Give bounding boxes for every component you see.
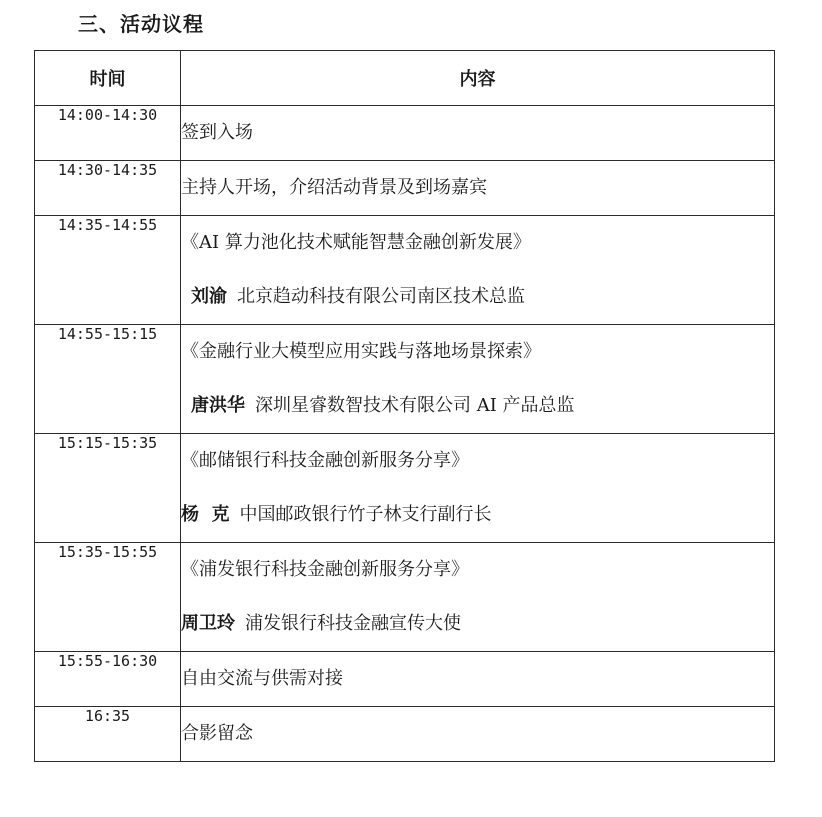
speaker-line (181, 488, 774, 542)
section-title: 三、活动议程 (78, 12, 204, 36)
speaker-role: 中国邮政银行竹子林支行副行长 (239, 504, 492, 525)
table-row (35, 652, 775, 707)
agenda-item-title: 签到入场 (181, 122, 253, 143)
agenda-item-title: 合影留念 (181, 723, 253, 744)
content-cell (181, 106, 775, 161)
time-cell: 15:55-16:30 (35, 652, 181, 707)
agenda-table (34, 50, 775, 762)
speaker-line (181, 270, 774, 324)
agenda-item-title: 《AI 算力池化技术赋能智慧金融创新发展》 (181, 232, 531, 253)
speaker-role: 浦发银行科技金融宣传大使 (245, 613, 461, 634)
time-cell: 14:55-15:15 (35, 325, 181, 434)
header-time: 时间 (35, 51, 181, 106)
time-cell: 15:35-15:55 (35, 543, 181, 652)
speaker-name: 唐洪华 (191, 395, 245, 416)
table-row (35, 161, 775, 216)
content-cell (181, 707, 775, 762)
time-cell: 14:30-14:35 (35, 161, 181, 216)
speaker-name: 杨 克 (181, 504, 230, 525)
table-row (35, 543, 775, 652)
time-cell: 15:15-15:35 (35, 434, 181, 543)
table-row (35, 106, 775, 161)
table-header-row (35, 51, 775, 106)
time-cell: 14:00-14:30 (35, 106, 181, 161)
speaker-role: 深圳星睿数智技术有限公司 AI 产品总监 (255, 395, 575, 416)
content-cell (181, 216, 775, 325)
table-row (35, 434, 775, 543)
table-row (35, 216, 775, 325)
speaker-name: 刘渝 (191, 286, 227, 307)
agenda-item-title: 《浦发银行科技金融创新服务分享》 (181, 559, 469, 580)
header-content: 内容 (181, 51, 775, 106)
speaker-role: 北京趋动科技有限公司南区技术总监 (237, 286, 525, 307)
speaker-line (181, 597, 774, 651)
content-cell (181, 325, 775, 434)
table-row (35, 325, 775, 434)
time-cell: 14:35-14:55 (35, 216, 181, 325)
agenda-item-title: 《金融行业大模型应用实践与落地场景探索》 (181, 341, 541, 362)
agenda-item-title: 《邮储银行科技金融创新服务分享》 (181, 450, 469, 471)
content-cell (181, 161, 775, 216)
content-cell (181, 543, 775, 652)
speaker-name: 周卫玲 (181, 613, 235, 634)
agenda-item-title: 自由交流与供需对接 (181, 668, 343, 689)
table-row (35, 707, 775, 762)
time-cell: 16:35 (35, 707, 181, 762)
speaker-line (181, 379, 774, 433)
content-cell (181, 652, 775, 707)
content-cell (181, 434, 775, 543)
agenda-item-title: 主持人开场，介绍活动背景及到场嘉宾 (181, 177, 487, 198)
